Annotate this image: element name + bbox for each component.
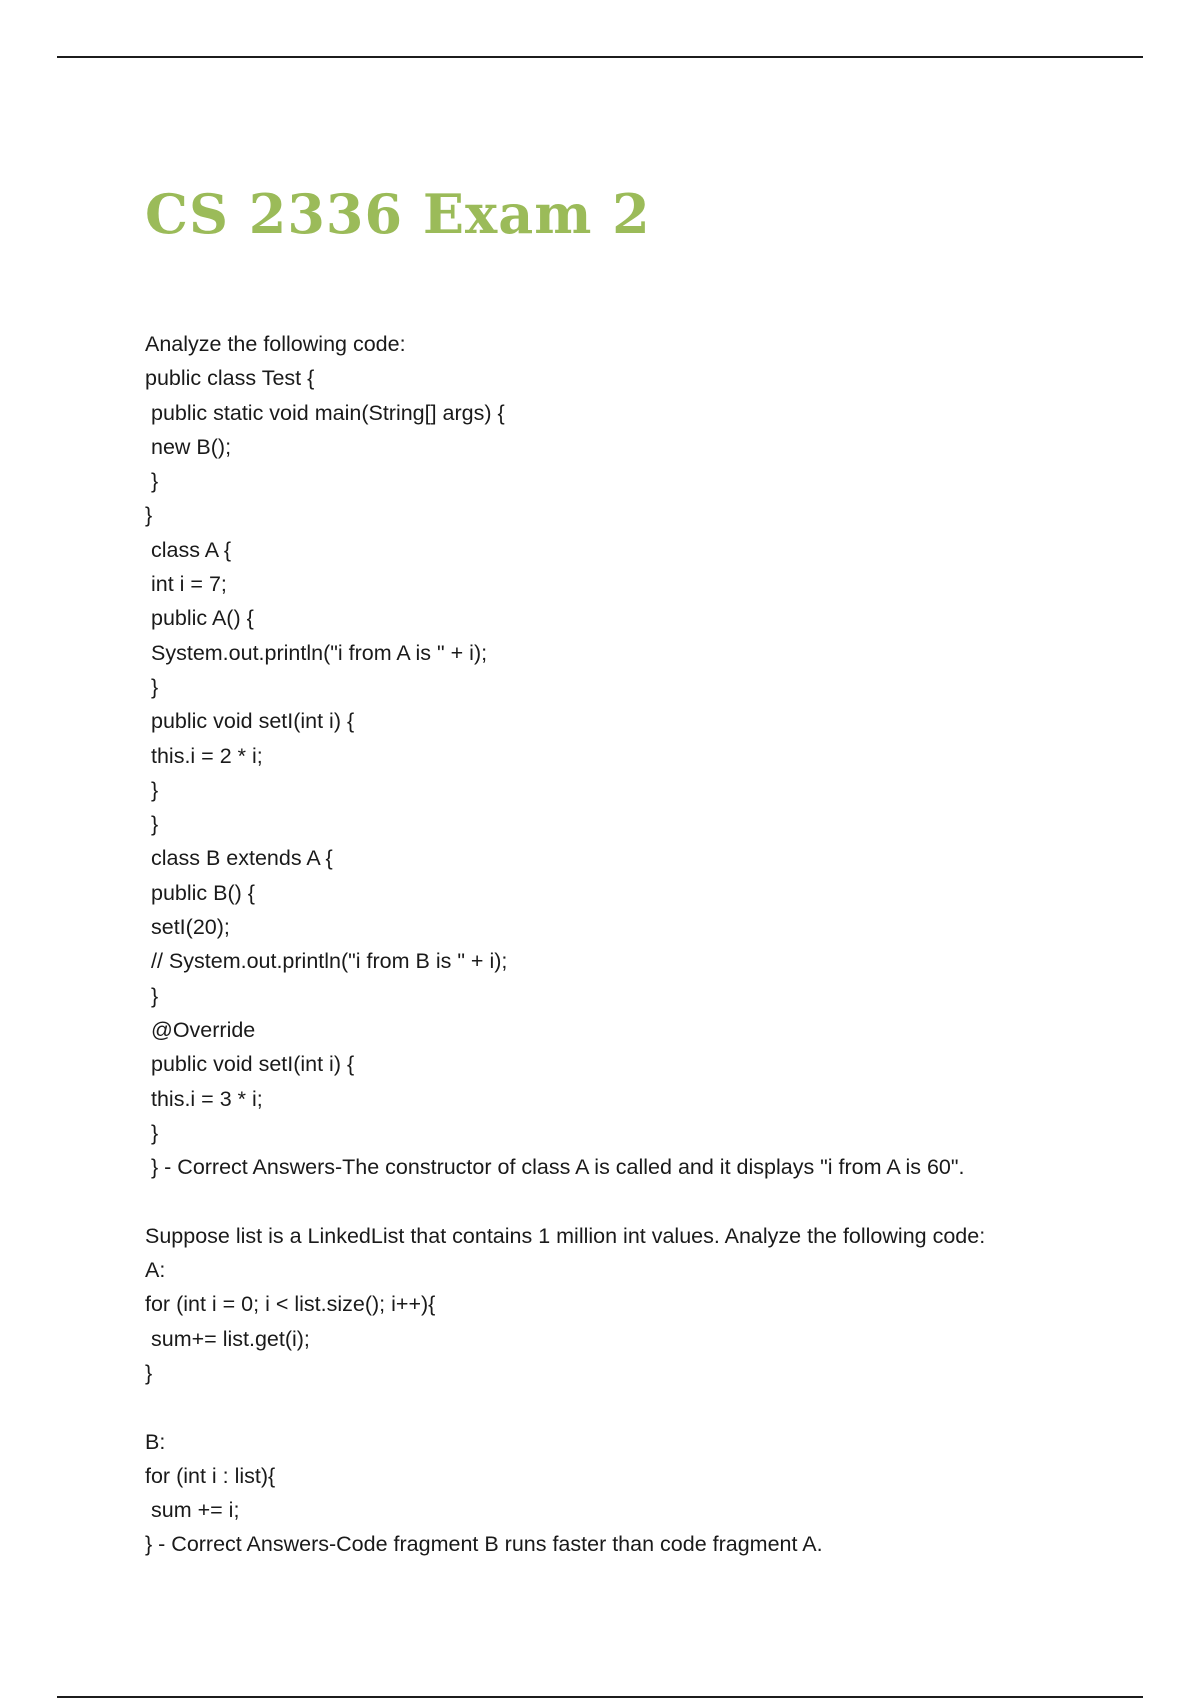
document-title: CS 2336 Exam 2: [145, 182, 651, 246]
code-line: }: [151, 469, 159, 494]
code-line: B:: [145, 1429, 166, 1454]
question-prompt: Analyze the following code:: [145, 332, 406, 356]
code-line: A:: [145, 1258, 166, 1283]
code-line: public class Test {: [145, 366, 315, 391]
code-line: @Override: [151, 1017, 256, 1042]
question-prompt: Suppose list is a LinkedList that contains 1 million int values. Analyze the following code:: [145, 1223, 986, 1248]
code-line: class B extends A {: [151, 846, 333, 871]
code-line: public static void main(String[] args) {: [151, 400, 505, 425]
code-line: }: [151, 777, 159, 802]
blank-line: [145, 1390, 1145, 1424]
code-line: setI(20);: [151, 915, 230, 940]
code-line: // System.out.println("i from B is " + i);: [151, 949, 508, 974]
code-line: public void setI(int i) {: [151, 1052, 355, 1077]
answer-line: } - Correct Answers-Code fragment B runs faster than code fragment A.: [145, 1532, 823, 1557]
document-body: [145, 327, 1145, 1562]
code-line: public void setI(int i) {: [151, 709, 355, 734]
footer-rule: [57, 1696, 1143, 1698]
code-line: sum += i;: [151, 1498, 240, 1523]
code-line: int i = 7;: [151, 572, 227, 597]
question-1: [145, 327, 1145, 1184]
code-line: for (int i = 0; i < list.size(); i++){: [145, 1292, 436, 1317]
code-line: for (int i : list){: [145, 1463, 276, 1488]
code-line: }: [145, 503, 153, 528]
code-line: }: [151, 674, 159, 699]
code-line: }: [151, 812, 159, 837]
code-line: }: [151, 983, 159, 1008]
code-line: public B() {: [151, 880, 255, 905]
code-line: }: [151, 1120, 159, 1145]
code-line: System.out.println("i from A is " + i);: [151, 640, 488, 665]
question-separator: [145, 1184, 1145, 1218]
code-line: public A() {: [151, 606, 254, 631]
code-line: class A {: [151, 537, 232, 562]
code-line: sum+= list.get(i);: [151, 1326, 310, 1351]
question-2: [145, 1219, 1145, 1562]
answer-line: } - Correct Answers-The constructor of class A is called and it displays "i from A is 60".: [151, 1155, 965, 1180]
code-line: this.i = 3 * i;: [151, 1086, 263, 1111]
code-line: }: [145, 1360, 153, 1385]
code-line: new B();: [151, 434, 232, 459]
code-line: this.i = 2 * i;: [151, 743, 263, 768]
header-rule: [57, 56, 1143, 58]
